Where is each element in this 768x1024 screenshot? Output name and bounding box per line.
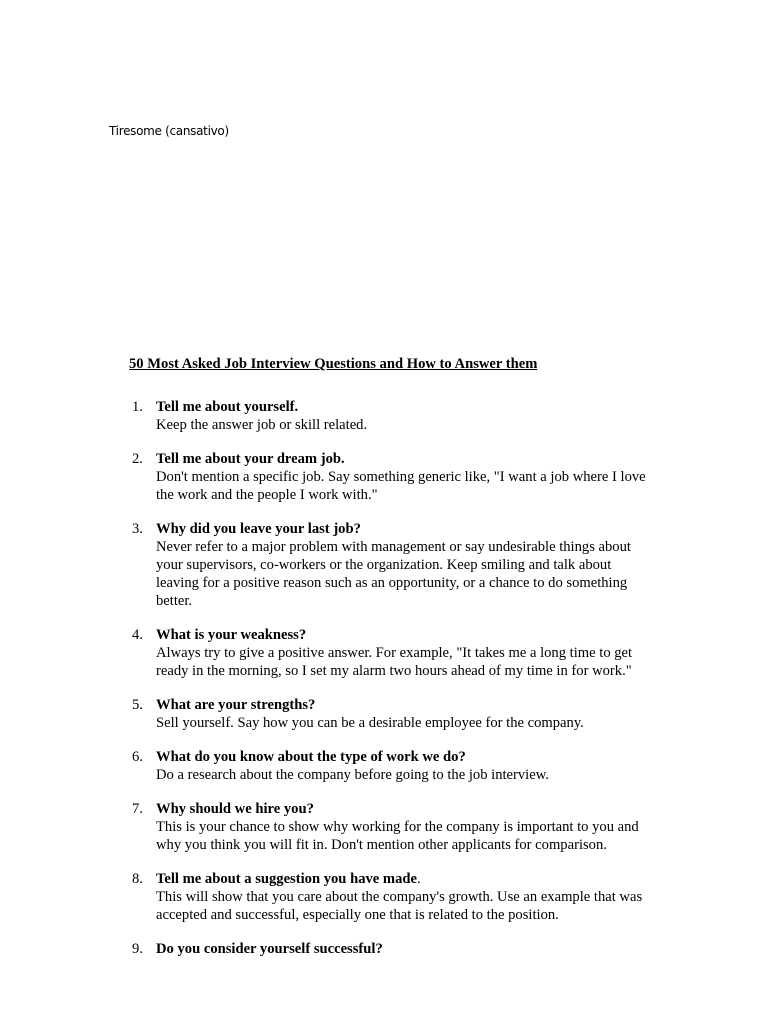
question-text: Tell me about yourself. <box>156 399 299 415</box>
list-item <box>0 870 656 924</box>
answer-text: Always try to give a positive answer. For example, "It takes me a long time to get ready in the morning, so I set my alarm two hours ahead of my time in for work." <box>156 645 633 679</box>
question-text: What do you know about the type of work we do? <box>156 749 466 765</box>
list-item <box>0 748 656 784</box>
answer-text: Keep the answer job or skill related. <box>156 417 368 433</box>
list-item <box>0 520 656 610</box>
question-text: Why did you leave your last job? <box>156 521 361 537</box>
question-number: 4. <box>132 627 143 643</box>
question-number: 9. <box>132 941 143 957</box>
answer-text: Do a research about the company before going to the job interview. <box>156 767 549 783</box>
list-item <box>0 450 656 504</box>
question-number: 1. <box>132 399 143 415</box>
question-number: 8. <box>132 871 143 887</box>
question-text: Tell me about your dream job. <box>156 451 345 467</box>
list-item <box>0 800 656 854</box>
question-text <box>156 870 656 888</box>
question-text: Do you consider yourself successful? <box>156 941 383 957</box>
question-number: 3. <box>132 521 143 537</box>
question-text: Why should we hire you? <box>156 801 314 817</box>
question-suffix: . <box>416 871 421 887</box>
answer-text: Never refer to a major problem with management or say undesirable things about your supervisors, co-workers or the organization. Keep smiling and talk about leaving for a positive reason such as an opportunity, or a chance to do something better. <box>156 539 631 609</box>
answer-text: Don't mention a specific job. Say something generic like, "I want a job where I love the work and the people I work with." <box>156 469 646 503</box>
question-text-bold: Tell me about a suggestion you have made <box>156 871 417 887</box>
list-item <box>0 696 656 732</box>
list-item <box>0 398 656 434</box>
question-number: 7. <box>132 801 143 817</box>
question-text: What is your weakness? <box>156 627 307 643</box>
question-text: What are your strengths? <box>156 697 316 713</box>
question-number: 2. <box>132 451 143 467</box>
list-item <box>0 626 656 680</box>
question-list <box>0 398 768 974</box>
document-title: 50 Most Asked Job Interview Questions and How to Answer them <box>129 356 538 372</box>
answer-text: This will show that you care about the company's growth. Use an example that was accepted and successful, especially one that is related to the position. <box>156 889 643 923</box>
answer-text: Sell yourself. Say how you can be a desirable employee for the company. <box>156 715 584 731</box>
answer-text: This is your chance to show why working for the company is important to you and why you think you will fit in. Don't mention other applicants for comparison. <box>156 819 639 853</box>
list-item <box>0 940 656 958</box>
question-number: 6. <box>132 749 143 765</box>
question-number: 5. <box>132 697 143 713</box>
handwritten-note: Tiresome (cansativo) <box>109 124 229 138</box>
